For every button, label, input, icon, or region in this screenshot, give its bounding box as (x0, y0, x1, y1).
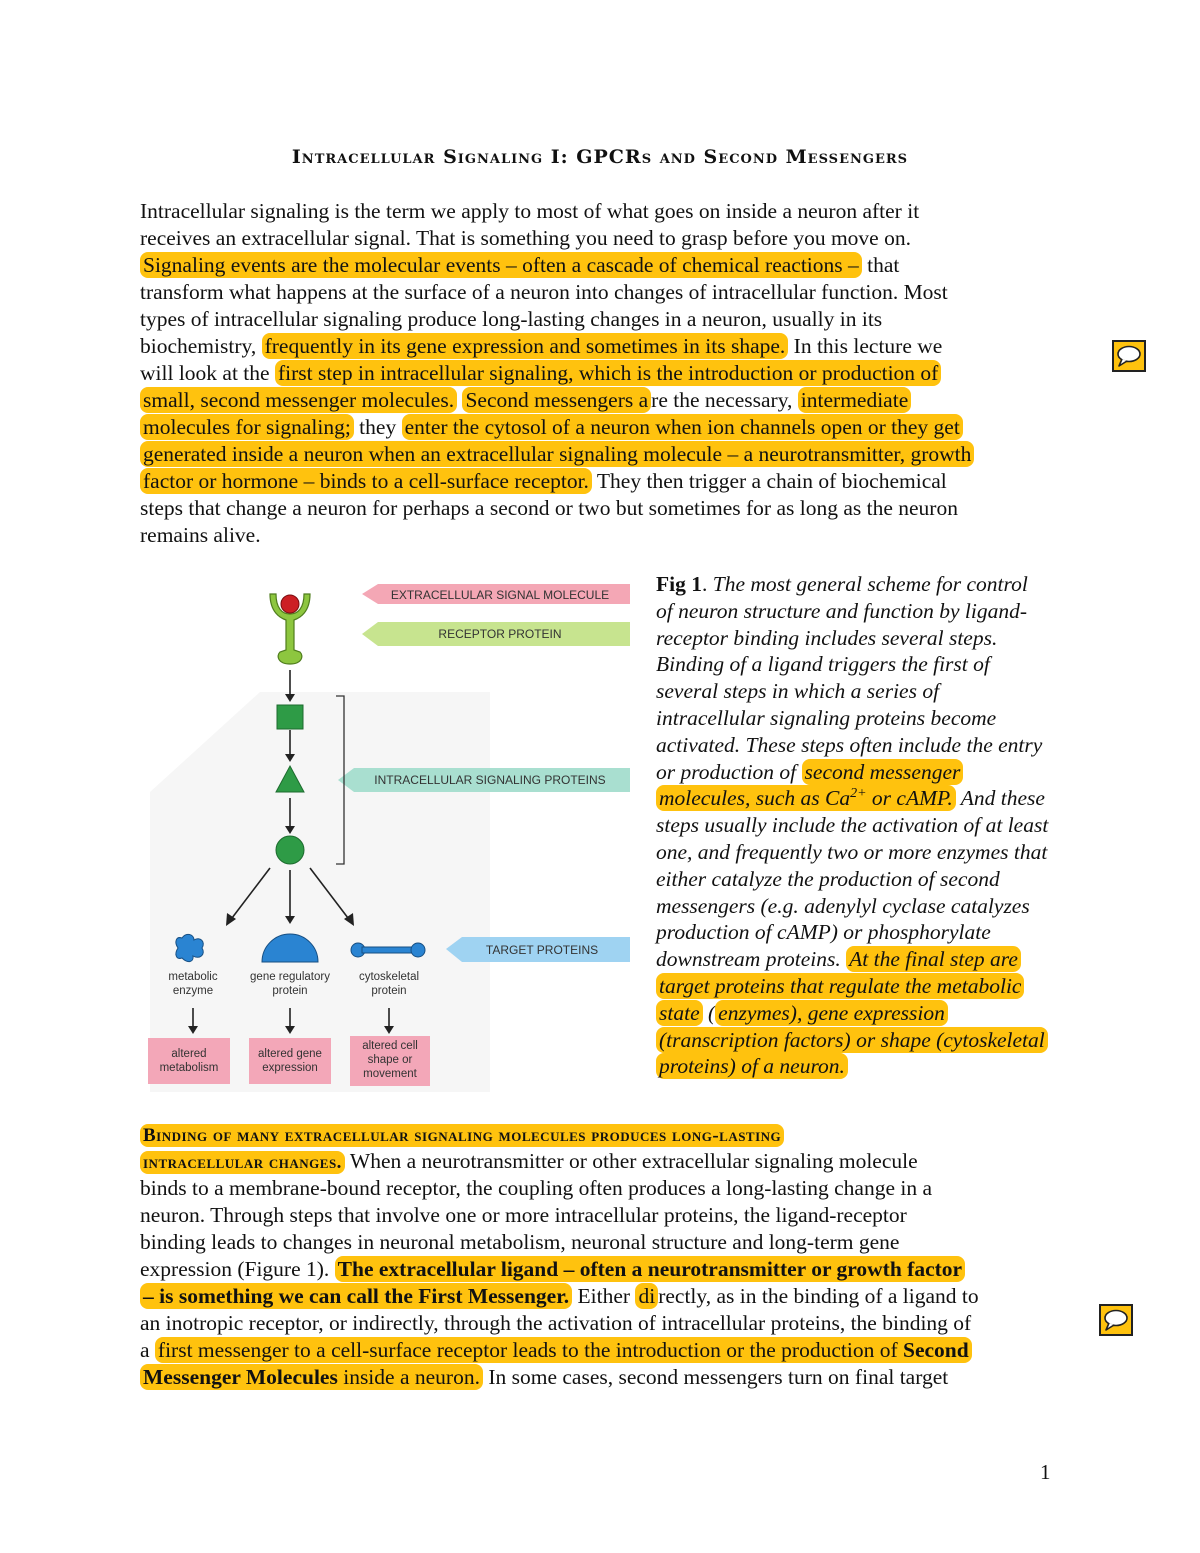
text-run: that (861, 253, 900, 277)
outcome-line2: shape or (367, 1054, 413, 1066)
highlight: (transcription factors) or shape (cytoskeletal (656, 1027, 1048, 1053)
text-line (140, 1283, 1070, 1310)
text-run: inside a neuron. (337, 1365, 480, 1389)
text-run: downstream proteins. (656, 947, 847, 972)
signaling-protein-circle (276, 836, 304, 864)
page-title: Intracellular Signaling I: GPCRs and Second Messengers (291, 146, 909, 168)
text-line: one, and frequently two or more enzymes that (656, 839, 1048, 864)
text-line (140, 1337, 1070, 1364)
highlight: di (635, 1283, 658, 1309)
text-run: or production of (656, 759, 802, 784)
figure-label: Fig 1 (656, 572, 702, 596)
text-line (140, 387, 1070, 414)
text-line (140, 468, 1070, 495)
text-line: either catalyze the production of second (656, 866, 1000, 891)
section-heading (140, 1121, 1070, 1148)
text-line (140, 1364, 1070, 1391)
text-line (140, 414, 1070, 441)
text-line (140, 1148, 1070, 1175)
metabolic-enzyme-shape (176, 934, 203, 961)
highlight: At the final step are (846, 946, 1021, 972)
text-line: transform what happens at the surface of a neuron into changes of intracellular function. Most (140, 280, 948, 304)
highlight: Second messengers a (462, 387, 651, 413)
comment-icon[interactable] (1099, 1304, 1133, 1336)
speech-bubble-icon (1116, 344, 1142, 368)
highlight (656, 785, 956, 811)
comment-icon[interactable] (1112, 340, 1146, 372)
highlight: – is something we can call the First Messenger. (140, 1283, 572, 1309)
signal-molecule-dot (281, 595, 299, 613)
outcome-line1: altered cell (362, 1040, 418, 1052)
highlight: target proteins that regulate the metabolic (656, 973, 1024, 999)
text-run: first messenger to a cell-surface receptor leads to the introduction or the production of (157, 1338, 903, 1362)
outcome-line2: metabolism (159, 1062, 219, 1074)
text-run: will look at the (140, 361, 275, 385)
highlight: state (656, 1000, 703, 1026)
highlight: first step in intracellular signaling, which is the introduction or production of (275, 360, 941, 386)
highlight: molecules for signaling; (140, 414, 354, 440)
highlight: enzymes), gene expression (715, 1000, 948, 1026)
text-line: Fig 1. The most general scheme for control (656, 572, 1028, 596)
text-line: Binding of a ligand triggers the first of (656, 652, 990, 677)
outcome-line1: altered gene (258, 1048, 322, 1060)
outcome-line3: movement (363, 1068, 417, 1080)
text-line: steps that change a neuron for perhaps a second or two but sometimes for as long as the neuron (140, 496, 958, 520)
highlight (155, 1337, 972, 1363)
text-run: or cAMP. (866, 786, 953, 811)
outcome-box-metabolism (148, 1038, 230, 1084)
text-run: Either (572, 1284, 636, 1308)
signaling-scheme-svg (130, 572, 640, 1092)
text-run: Messenger Molecules (143, 1365, 338, 1389)
figure-caption (656, 571, 1096, 1080)
highlight: The extracellular ligand – often a neurotransmitter or growth factor (335, 1256, 965, 1282)
text-line (656, 973, 1096, 1000)
text-run: When a neurotransmitter or other extracellular signaling molecule (344, 1149, 918, 1173)
text-line (140, 252, 1070, 279)
label-target-proteins: TARGET PROTEINS (485, 943, 599, 957)
text-run: re the necessary, (651, 388, 798, 412)
text-line (656, 785, 1096, 812)
text-run: In some cases, second messengers turn on final target (482, 1365, 949, 1389)
intro-paragraph (140, 198, 1070, 549)
highlight: small, second messenger molecules. (140, 387, 457, 413)
text-line: types of intracellular signaling produce long-lasting changes in a neuron, usually in its (140, 307, 883, 331)
label-signaling-proteins: INTRACELLULAR SIGNALING PROTEINS (374, 773, 606, 787)
text-line: production of cAMP) or phosphorylate (656, 920, 991, 945)
text-line: receptor binding includes several steps. (656, 625, 998, 650)
text-run: In this lecture we (788, 334, 943, 358)
text-line: steps usually include the activation of at least (656, 813, 1049, 838)
label-signal-molecule: EXTRACELLULAR SIGNAL MOLECULE (390, 588, 610, 602)
text-run: they (353, 415, 402, 439)
text-line: receives an extracellular signal. That is something you need to grasp before you move on. (140, 226, 911, 250)
text-run: biochemistry, (140, 334, 262, 358)
text-line (656, 1027, 1096, 1054)
text-line: activated. These steps often include the entry (656, 732, 1043, 757)
highlight: intracellular changes. (140, 1151, 345, 1174)
text-line (140, 1256, 1070, 1283)
text-line: several steps in which a series of (656, 679, 940, 704)
text-run: The most general scheme for control (712, 572, 1028, 596)
outcome-line1: altered (171, 1048, 207, 1060)
highlight: intermediate (798, 387, 911, 413)
page-number: 1 (1040, 1460, 1051, 1484)
text-line (656, 1053, 1096, 1080)
highlight: frequently in its gene expression and sometimes in its shape. (262, 333, 789, 359)
text-run: a (140, 1338, 155, 1362)
highlight: proteins) of a neuron. (656, 1053, 848, 1079)
label-receptor: RECEPTOR PROTEIN (438, 627, 562, 641)
target-label-line2: protein (371, 985, 407, 997)
text-run: They then trigger a chain of biochemical (591, 469, 947, 493)
text-line (656, 946, 1096, 973)
text-line: neuron. Through steps that involve one or more intracellular proteins, the ligand-receptor (140, 1203, 907, 1227)
text-run: Second (903, 1338, 969, 1362)
target-label-line2: protein (272, 985, 308, 997)
highlight: second messenger (802, 759, 964, 785)
text-line: Intracellular signaling is the term we apply to most of what goes on inside a neuron after it (140, 199, 920, 223)
text-line: intracellular signaling proteins become (656, 705, 997, 730)
target-label-line1: gene regulatory (250, 971, 330, 983)
text-line (140, 333, 1070, 360)
highlight (140, 1364, 483, 1390)
text-line: an inotropic receptor, or indirectly, through the activation of intracellular proteins, the binding of (140, 1311, 972, 1335)
text-run: rectly, as in the binding of a ligand to (658, 1284, 979, 1308)
target-label-line1: cytoskeletal (358, 971, 420, 983)
text-line: of neuron structure and function by ligand- (656, 598, 1028, 623)
highlight: Signaling events are the molecular events – often a cascade of chemical reactions – (140, 252, 862, 278)
outcome-box-gene-expression (249, 1038, 331, 1084)
text-line (140, 360, 1070, 387)
text-run: molecules, such as Ca (659, 786, 851, 811)
target-label-line2: enzyme (172, 985, 214, 997)
superscript: 2+ (850, 786, 867, 802)
text-run: ( (702, 1000, 716, 1025)
outcome-line2: expression (262, 1062, 318, 1074)
text-line: messengers (e.g. adenylyl cyclase catalyzes (656, 893, 1030, 918)
signaling-protein-square (277, 705, 303, 729)
binding-section (140, 1121, 1070, 1391)
target-label-line1: metabolic (168, 971, 218, 983)
text-line: binding leads to changes in neuronal metabolism, neuronal structure and long-term gene (140, 1230, 900, 1254)
highlight: generated inside a neuron when an extracellular signaling molecule – a neurotransmitter, growth (140, 441, 974, 467)
text-line: binds to a membrane-bound receptor, the coupling often produces a long-lasting change in a (140, 1176, 933, 1200)
text-run: expression (Figure 1). (140, 1257, 335, 1281)
text-line (140, 441, 1070, 468)
background-panel (150, 692, 490, 1092)
text-line (656, 1000, 1096, 1027)
text-run: And these (955, 786, 1045, 811)
highlight: factor or hormone – binds to a cell-surface receptor. (140, 468, 592, 494)
highlight: enter the cytosol of a neuron when ion channels open or they get (402, 414, 963, 440)
figure-1-diagram (130, 572, 640, 1092)
speech-bubble-icon (1103, 1308, 1129, 1332)
text-line: remains alive. (140, 523, 261, 547)
highlight: Binding of many extracellular signaling molecules produces long-lasting (140, 1124, 784, 1147)
text-line (656, 759, 1096, 786)
